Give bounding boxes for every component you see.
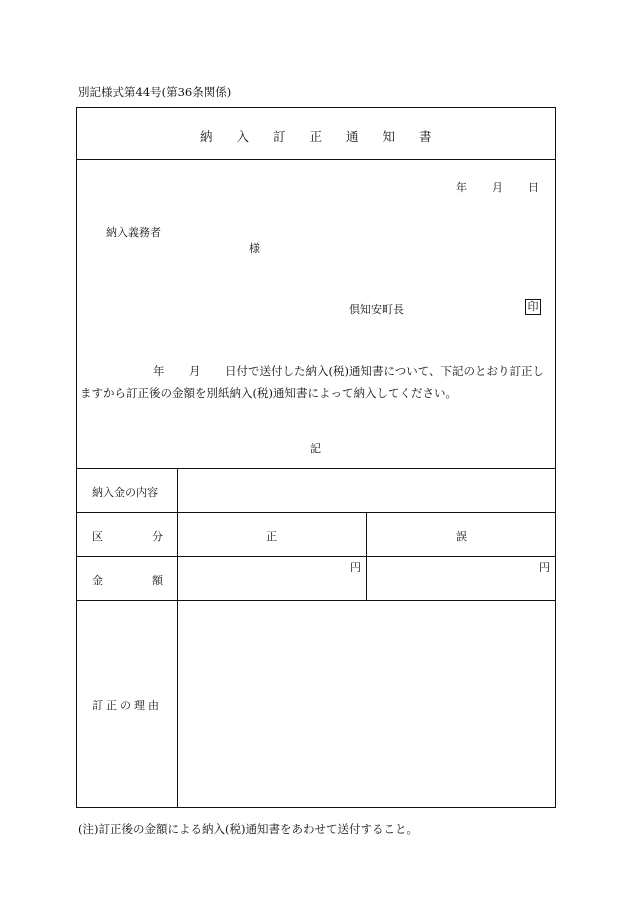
body-line-1: 日付で送付した納入(税)通知書について、下記のとおり訂正し xyxy=(225,364,545,378)
wrong-header: 誤 xyxy=(456,530,467,543)
payer-honorific: 様 xyxy=(249,242,260,255)
table-top-line xyxy=(76,468,556,469)
correct-wrong-divider xyxy=(366,512,367,600)
amount-label-b: 額 xyxy=(152,574,163,587)
yen-wrong: 円 xyxy=(539,561,550,574)
seal-mark: 印 xyxy=(525,299,541,315)
reason-label: 訂正の理由 xyxy=(92,699,162,712)
form-number-label: 別記様式第44号(第36条関係) xyxy=(78,85,232,99)
label-column-line xyxy=(177,468,178,808)
ki-mark: 記 xyxy=(310,442,321,455)
date-day: 日 xyxy=(528,181,539,194)
date-year: 年 xyxy=(456,181,467,194)
issuer-name: 倶知安町長 xyxy=(349,303,404,316)
payer-label: 納入義務者 xyxy=(106,226,161,239)
row-line-2 xyxy=(76,556,556,557)
footnote: (注)訂正後の金額による納入(税)通知書をあわせて送付すること。 xyxy=(78,822,418,836)
amount-label-a: 金 xyxy=(92,574,103,587)
division-label-a: 区 xyxy=(92,530,103,543)
content-label: 納入金の内容 xyxy=(92,486,158,499)
body-month: 月 xyxy=(189,364,201,378)
body-line-2: ますから訂正後の金額を別紙納入(税)通知書によって納入してください。 xyxy=(80,386,457,400)
title-divider xyxy=(76,159,556,160)
yen-correct: 円 xyxy=(350,561,361,574)
row-line-3 xyxy=(76,600,556,601)
correct-header: 正 xyxy=(266,530,277,543)
date-month: 月 xyxy=(492,181,503,194)
division-label-b: 分 xyxy=(152,530,163,543)
row-line-1 xyxy=(76,512,556,513)
body-year: 年 xyxy=(153,364,165,378)
form-title: 納入訂正通知書 xyxy=(200,129,456,144)
